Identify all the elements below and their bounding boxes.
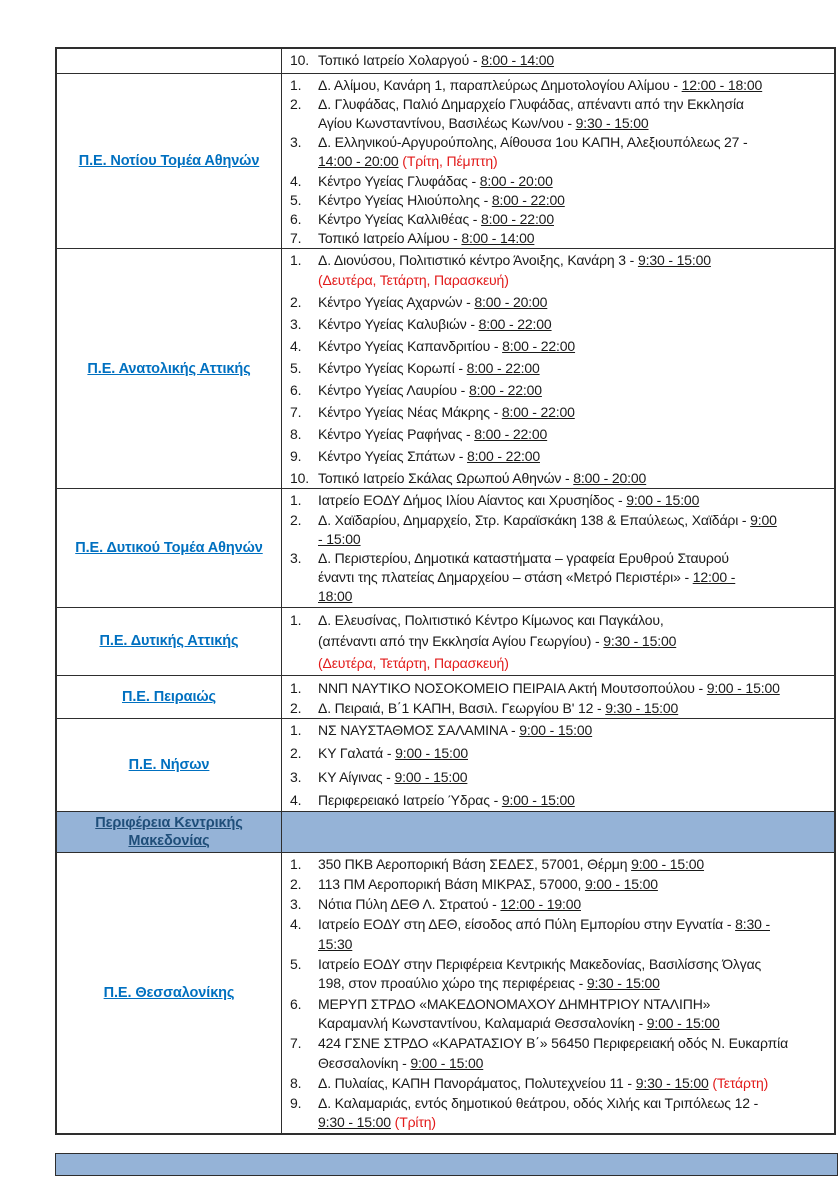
item-number: 5. — [290, 359, 302, 376]
region-name-link[interactable]: Π.Ε. Πειραιώς — [121, 688, 216, 705]
time-range: 9:00 - 15:00 — [501, 792, 575, 809]
region-name-link[interactable]: Π.Ε. Νήσων — [128, 756, 210, 773]
locations-cell — [282, 489, 836, 607]
item-text — [318, 51, 830, 70]
text-line — [318, 791, 830, 811]
item-number: 6. — [290, 995, 302, 1012]
item-text — [318, 293, 830, 312]
time-range: 8:00 - 22:00 — [491, 191, 565, 208]
list-item — [290, 1094, 830, 1133]
day-note: (Δευτέρα, Τετάρτη, Παρασκευή) — [318, 271, 509, 288]
item-number: 10. — [290, 469, 310, 486]
time-range: 9:30 - 15:00 — [586, 975, 660, 992]
region-cell — [56, 811, 282, 852]
list-item — [290, 915, 830, 954]
day-note: (Δευτέρα, Τετάρτη, Παρασκευή) — [318, 654, 509, 671]
item-text — [318, 172, 830, 191]
item-number: 7. — [290, 403, 302, 420]
locations-cell — [282, 675, 836, 718]
item-number: 5. — [290, 191, 302, 208]
text-line — [318, 511, 830, 530]
text-line — [318, 610, 830, 632]
item-number: 8. — [290, 1074, 302, 1091]
text-line — [318, 1054, 830, 1073]
list-item — [290, 381, 830, 400]
item-text — [318, 915, 830, 954]
region-section-title: Περιφέρεια Κεντρικής Μακεδονίας — [95, 814, 243, 849]
time-range: 9:30 - 15:00 — [318, 1114, 391, 1131]
time-range: 8:00 - 22:00 — [478, 315, 552, 332]
text-line — [318, 1113, 830, 1132]
item-text — [318, 791, 830, 811]
item-number: 1. — [290, 611, 302, 628]
region-name-link[interactable]: Π.Ε. Ανατολικής Αττικής — [87, 360, 251, 377]
text-segment: Τοπικό Ιατρείο Αλίμου - — [318, 230, 462, 247]
time-range: 9:00 - 15:00 — [631, 855, 705, 872]
item-text — [318, 995, 830, 1034]
time-range: 12:00 - — [692, 569, 736, 586]
item-text — [318, 491, 830, 510]
text-segment: Κέντρο Υγείας Αχαρνών - — [318, 293, 475, 310]
text-line — [318, 568, 830, 587]
item-text — [318, 76, 830, 95]
text-segment: ΝΣ ΝΑΥΣΤΑΘΜΟΣ ΣΑΛΑΜΙΝΑ - — [318, 721, 520, 738]
text-line — [318, 915, 830, 934]
item-number: 1. — [290, 721, 302, 738]
list-item — [290, 251, 830, 290]
region-cell — [56, 607, 282, 675]
text-line — [318, 1094, 830, 1113]
text-line — [318, 955, 830, 974]
text-line — [318, 210, 830, 229]
text-line — [318, 76, 830, 95]
list-item — [290, 610, 830, 675]
item-text — [318, 955, 830, 994]
text-segment: Ιατρείο ΕΟΔΥ στην Περιφέρεια Κεντρικής Μακεδονίας, Βασιλίσσης Όλγας — [318, 956, 762, 973]
list-item — [290, 359, 830, 378]
region-cell — [56, 852, 282, 1134]
time-range: 8:00 - 22:00 — [502, 337, 576, 354]
time-range: 8:00 - 22:00 — [501, 403, 575, 420]
text-segment: Καραμανλή Κωνσταντίνου, Καλαμαριά Θεσσαλονίκη - — [318, 1014, 647, 1031]
text-line — [318, 744, 830, 764]
list-item — [290, 172, 830, 191]
item-number: 2. — [290, 699, 302, 716]
item-text — [318, 549, 830, 607]
text-line — [318, 875, 830, 894]
text-line — [318, 133, 830, 152]
locations-cell — [282, 718, 836, 811]
text-line — [318, 1034, 830, 1053]
text-segment: 113 ΠΜ Αεροπορική Βάση ΜΙΚΡΑΣ, 57000, — [318, 875, 585, 892]
text-line — [318, 271, 830, 290]
text-segment: Κέντρο Υγείας Νέας Μάκρης - — [318, 403, 502, 420]
day-note: (Τετάρτη) — [708, 1074, 769, 1091]
text-segment: ΜΕΡΥΠ ΣΤΡΔΟ «ΜΑΚΕΔΟΝΟΜΑΧΟΥ ΔΗΜΗΤΡΙΟΥ ΝΤΑΛΙΠΗ» — [318, 995, 711, 1012]
text-line — [318, 51, 830, 70]
list-item — [290, 875, 830, 894]
list-item — [290, 469, 830, 488]
text-segment: Δ. Πυλαίας, ΚΑΠΗ Πανοράματος, Πολυτεχνείου 11 - — [318, 1074, 636, 1091]
text-segment: Κέντρο Υγείας Κορωπί - — [318, 359, 467, 376]
day-note: (Τρίτη) — [390, 1114, 436, 1131]
text-segment: 198, στον προαύλιο χώρο της περιφέρειας - — [318, 975, 587, 992]
text-line — [318, 768, 830, 788]
item-number: 2. — [290, 95, 302, 112]
text-line — [318, 95, 830, 114]
list-item — [290, 491, 830, 510]
item-number: 5. — [290, 956, 302, 973]
item-number: 2. — [290, 745, 302, 762]
region-name-link[interactable]: Π.Ε. Δυτικής Αττικής — [99, 633, 239, 650]
text-line — [318, 895, 830, 914]
text-line — [318, 229, 830, 248]
time-range: 9:30 - 15:00 — [605, 699, 679, 716]
time-range: 8:00 - 14:00 — [481, 52, 555, 68]
text-line — [318, 1014, 830, 1033]
text-line — [318, 172, 830, 191]
list-item — [290, 191, 830, 210]
item-number: 4. — [290, 172, 302, 189]
schedule-table-body — [56, 48, 835, 1134]
text-line — [318, 293, 830, 312]
time-range: - 15:00 — [318, 530, 361, 547]
region-row — [56, 718, 835, 811]
item-number: 4. — [290, 792, 302, 809]
text-segment: Ιατρείο ΕΟΔΥ Δήμος Ιλίου Αίαντος και Χρυσηίδος - — [318, 492, 627, 509]
item-text — [318, 875, 830, 894]
time-range: 9:00 — [750, 511, 777, 528]
region-cell — [56, 489, 282, 607]
item-text — [318, 337, 830, 356]
region-row — [56, 811, 835, 852]
schedule-table — [55, 47, 836, 1135]
time-range: 12:00 - 18:00 — [681, 76, 763, 93]
text-segment: Δ. Διονύσου, Πολιτιστικό κέντρο Άνοιξης, Κανάρη 3 - — [318, 252, 638, 269]
item-text — [318, 359, 830, 378]
text-line — [318, 469, 830, 488]
list-item — [290, 721, 830, 741]
time-range: 8:00 - 14:00 — [461, 230, 535, 247]
text-segment: Αγίου Κωνσταντίνου, Βασιλέως Κων/νου - — [318, 114, 576, 131]
item-number: 2. — [290, 875, 302, 892]
item-text — [318, 511, 830, 549]
region-name-link[interactable]: Π.Ε. Νοτίου Τομέα Αθηνών — [78, 152, 260, 169]
time-range: 9:00 - 15:00 — [646, 1014, 720, 1031]
list-item — [290, 95, 830, 133]
text-segment: Κέντρο Υγείας Λαυρίου - — [318, 381, 469, 398]
locations-cell — [282, 811, 836, 852]
item-text — [318, 721, 830, 741]
list-item — [290, 744, 830, 764]
item-text — [318, 95, 830, 133]
list-item — [290, 768, 830, 788]
time-range: 8:00 - 22:00 — [468, 381, 542, 398]
text-segment: Κέντρο Υγείας Καπανδριτίου - — [318, 337, 503, 354]
region-row — [56, 607, 835, 675]
time-range: 9:00 - 15:00 — [626, 492, 700, 509]
locations-cell — [282, 852, 836, 1134]
list-item — [290, 133, 830, 171]
text-line — [318, 359, 830, 378]
item-number: 6. — [290, 381, 302, 398]
text-line — [318, 315, 830, 334]
list-item — [290, 425, 830, 444]
item-number: 4. — [290, 916, 302, 933]
text-line — [318, 251, 830, 270]
time-range: 15:30 — [318, 935, 353, 952]
text-segment: Δ. Καλαμαριάς, εντός δημοτικού θεάτρου, οδός Χιλής και Τριπόλεως 12 - — [318, 1095, 759, 1112]
region-cell — [56, 249, 282, 489]
item-text — [318, 469, 830, 488]
item-number: 1. — [290, 76, 302, 93]
text-segment: Κέντρο Υγείας Ραφήνας - — [318, 425, 475, 442]
item-text — [318, 1034, 830, 1073]
item-number: 3. — [290, 768, 302, 785]
text-segment: 424 ΓΣΝΕ ΣΤΡΔΟ «ΚΑΡΑΤΑΣΙΟΥ Β΄» 56450 Περιφερειακή οδός Ν. Ευκαρπία — [318, 1035, 789, 1052]
region-name-link[interactable]: Π.Ε. Δυτικού Τομέα Αθηνών — [75, 539, 263, 556]
item-text — [318, 229, 830, 248]
time-range: 12:00 - 19:00 — [500, 896, 581, 913]
item-text — [318, 381, 830, 400]
day-note: (Τρίτη, Πέμπτη) — [398, 153, 498, 170]
text-segment: Δ. Αλίμου, Κανάρη 1, παραπλεύρως Δημοτολογίου Αλίμου - — [318, 76, 682, 93]
text-segment: Δ. Ελληνικού-Αργυρούπολης, Αίθουσα 1ου ΚΑΠΗ, Αλεξιουπόλεως 27 - — [318, 134, 748, 151]
region-row — [56, 48, 835, 73]
locations-cell — [282, 607, 836, 675]
time-range: 8:00 - 22:00 — [474, 425, 548, 442]
list-item — [290, 955, 830, 994]
item-number: 1. — [290, 492, 302, 509]
text-segment: Θεσσαλονίκη - — [318, 1054, 411, 1071]
text-segment: Δ. Χαϊδαρίου, Δημαρχείο, Στρ. Καραϊσκάκη 138 & Επαύλεως, Χαϊδάρι - — [318, 511, 751, 528]
time-range: 9:00 - 15:00 — [706, 679, 780, 696]
text-segment: Κέντρο Υγείας Ηλιούπολης - — [318, 191, 492, 208]
item-text — [318, 251, 830, 290]
list-item — [290, 895, 830, 914]
list-item — [290, 855, 830, 874]
text-line — [318, 855, 830, 874]
list-item — [290, 293, 830, 312]
time-range: 8:00 - 20:00 — [573, 469, 647, 486]
list-item — [290, 403, 830, 422]
list-item — [290, 315, 830, 334]
time-range: 8:00 - 22:00 — [466, 359, 540, 376]
item-text — [318, 1094, 830, 1133]
item-number: 8. — [290, 425, 302, 442]
time-range: 9:30 - 15:00 — [635, 1074, 709, 1091]
item-text — [318, 855, 830, 874]
text-segment: Δ. Πειραιά, Β΄1 ΚΑΠΗ, Βασιλ. Γεωργίου Β' 12 - — [318, 699, 606, 716]
text-line — [318, 587, 830, 606]
item-number: 3. — [290, 549, 302, 566]
text-line — [318, 995, 830, 1014]
item-text — [318, 315, 830, 334]
locations-cell — [282, 73, 836, 249]
item-number: 4. — [290, 337, 302, 354]
time-range: 8:00 - 20:00 — [474, 293, 548, 310]
text-segment: Περιφερειακό Ιατρείο Ύδρας - — [318, 792, 502, 809]
time-range: 9:30 - 15:00 — [575, 114, 649, 131]
list-item — [290, 995, 830, 1034]
time-range: 9:00 - 15:00 — [395, 745, 469, 762]
text-line — [318, 337, 830, 356]
text-line — [318, 653, 830, 675]
text-line — [318, 403, 830, 422]
item-number: 1. — [290, 855, 302, 872]
time-range: 14:00 - 20:00 — [318, 153, 399, 170]
time-range: 9:00 - 15:00 — [410, 1054, 484, 1071]
time-range: 9:00 - 15:00 — [584, 875, 658, 892]
region-cell — [56, 73, 282, 249]
time-range: 8:30 - — [735, 916, 770, 933]
region-row — [56, 249, 835, 489]
item-number: 10. — [290, 52, 310, 68]
item-number: 7. — [290, 230, 302, 247]
list-item — [290, 698, 830, 718]
text-segment: ΚΥ Γαλατά - — [318, 745, 396, 762]
list-item — [290, 549, 830, 607]
region-row — [56, 852, 835, 1134]
text-line — [318, 1074, 830, 1093]
text-line — [318, 381, 830, 400]
item-text — [318, 744, 830, 764]
list-item — [290, 76, 830, 95]
list-item — [290, 447, 830, 466]
item-text — [318, 698, 830, 718]
text-segment: Τοπικό Ιατρείο Σκάλας Ωρωπού Αθηνών - — [318, 469, 574, 486]
text-line — [318, 631, 830, 653]
text-line — [318, 425, 830, 444]
text-segment: Δ. Γλυφάδας, Παλιό Δημαρχείο Γλυφάδας, απέναντι από την Εκκλησία — [318, 95, 744, 112]
item-text — [318, 447, 830, 466]
text-segment: Κέντρο Υγείας Γλυφάδας - — [318, 172, 480, 189]
list-item — [290, 791, 830, 811]
item-number: 6. — [290, 210, 302, 227]
region-row — [56, 489, 835, 607]
locations-cell — [282, 249, 836, 489]
list-item — [290, 1034, 830, 1073]
item-text — [318, 768, 830, 788]
text-line — [318, 152, 830, 171]
text-line — [318, 491, 830, 510]
region-cell — [56, 48, 282, 73]
item-number: 3. — [290, 315, 302, 332]
region-name-link[interactable]: Π.Ε. Θεσσαλονίκης — [103, 984, 235, 1001]
item-text — [318, 895, 830, 914]
item-number: 3. — [290, 134, 302, 151]
list-item — [290, 337, 830, 356]
text-segment: Νότια Πύλη ΔΕΘ Λ. Στρατού - — [318, 896, 501, 913]
item-text — [318, 678, 830, 698]
time-range: 9:00 - 15:00 — [519, 721, 593, 738]
item-number: 3. — [290, 896, 302, 913]
time-range: 9:30 - 15:00 — [603, 633, 677, 650]
text-segment: Δ. Περιστερίου, Δημοτικά καταστήματα – γραφεία Ερυθρού Σταυρού — [318, 549, 729, 566]
time-range: 8:00 - 22:00 — [467, 447, 540, 464]
text-line — [318, 721, 830, 741]
locations-cell — [282, 48, 836, 73]
time-range: 8:00 - 22:00 — [481, 210, 554, 227]
region-row — [56, 73, 835, 249]
text-segment: Τοπικό Ιατρείο Χολαργού - — [318, 52, 482, 68]
region-cell — [56, 718, 282, 811]
text-line — [318, 678, 830, 698]
text-segment: έναντι της πλατείας Δημαρχείου – στάση «Μετρό Περιστέρι» - — [318, 569, 693, 586]
list-item — [290, 511, 830, 549]
item-number: 2. — [290, 293, 302, 310]
text-line — [318, 935, 830, 954]
text-line — [318, 447, 830, 466]
text-segment: 350 ΠΚΒ Αεροπορική Βάση ΣΕΔΕΣ, 57001, Θέρμη — [318, 855, 632, 872]
item-number: 7. — [290, 1035, 302, 1052]
next-region-header-partial — [55, 1153, 838, 1176]
time-range: 9:30 - 15:00 — [637, 252, 711, 269]
region-cell — [56, 675, 282, 718]
item-number: 9. — [290, 447, 302, 464]
text-segment: Κέντρο Υγείας Καλυβιών - — [318, 315, 479, 332]
item-number: 1. — [290, 679, 302, 696]
item-number: 2. — [290, 511, 302, 528]
text-segment: Δ. Ελευσίνας, Πολιτιστικό Κέντρο Κίμωνος και Παγκάλου, — [318, 611, 664, 628]
text-line — [318, 191, 830, 210]
list-item — [290, 210, 830, 229]
text-line — [318, 974, 830, 993]
time-range: 8:00 - 20:00 — [479, 172, 553, 189]
item-text — [318, 403, 830, 422]
text-line — [318, 114, 830, 133]
list-item — [290, 1074, 830, 1093]
list-item — [290, 51, 830, 70]
text-segment: Ιατρείο ΕΟΔΥ στη ΔΕΘ, είσοδος από Πύλη Εμπορίου στην Εγνατία - — [318, 916, 736, 933]
text-line — [318, 698, 830, 718]
text-segment: Κέντρο Υγείας Καλλιθέας - — [318, 210, 482, 227]
item-text — [318, 210, 830, 229]
text-line — [318, 530, 830, 549]
item-text — [318, 133, 830, 171]
text-segment: ΚΥ Αίγινας - — [318, 768, 395, 785]
text-segment: ΝΝΠ ΝΑΥΤΙΚΟ ΝΟΣΟΚΟΜΕΙΟ ΠΕΙΡΑΙΑ Ακτή Μουτσοπούλου - — [318, 679, 707, 696]
item-number: 9. — [290, 1095, 302, 1112]
time-range: 18:00 — [318, 588, 353, 605]
list-item — [290, 229, 830, 248]
time-range: 9:00 - 15:00 — [394, 768, 468, 785]
item-text — [318, 610, 830, 675]
item-text — [318, 425, 830, 444]
text-segment: Κέντρο Υγείας Σπάτων - — [318, 447, 468, 464]
text-segment: (απέναντι από την Εκκλησία Αγίου Γεωργίου) - — [318, 633, 604, 650]
item-number: 1. — [290, 252, 302, 269]
list-item — [290, 678, 830, 698]
region-row — [56, 675, 835, 718]
text-line — [318, 549, 830, 568]
item-text — [318, 191, 830, 210]
item-text — [318, 1074, 830, 1093]
